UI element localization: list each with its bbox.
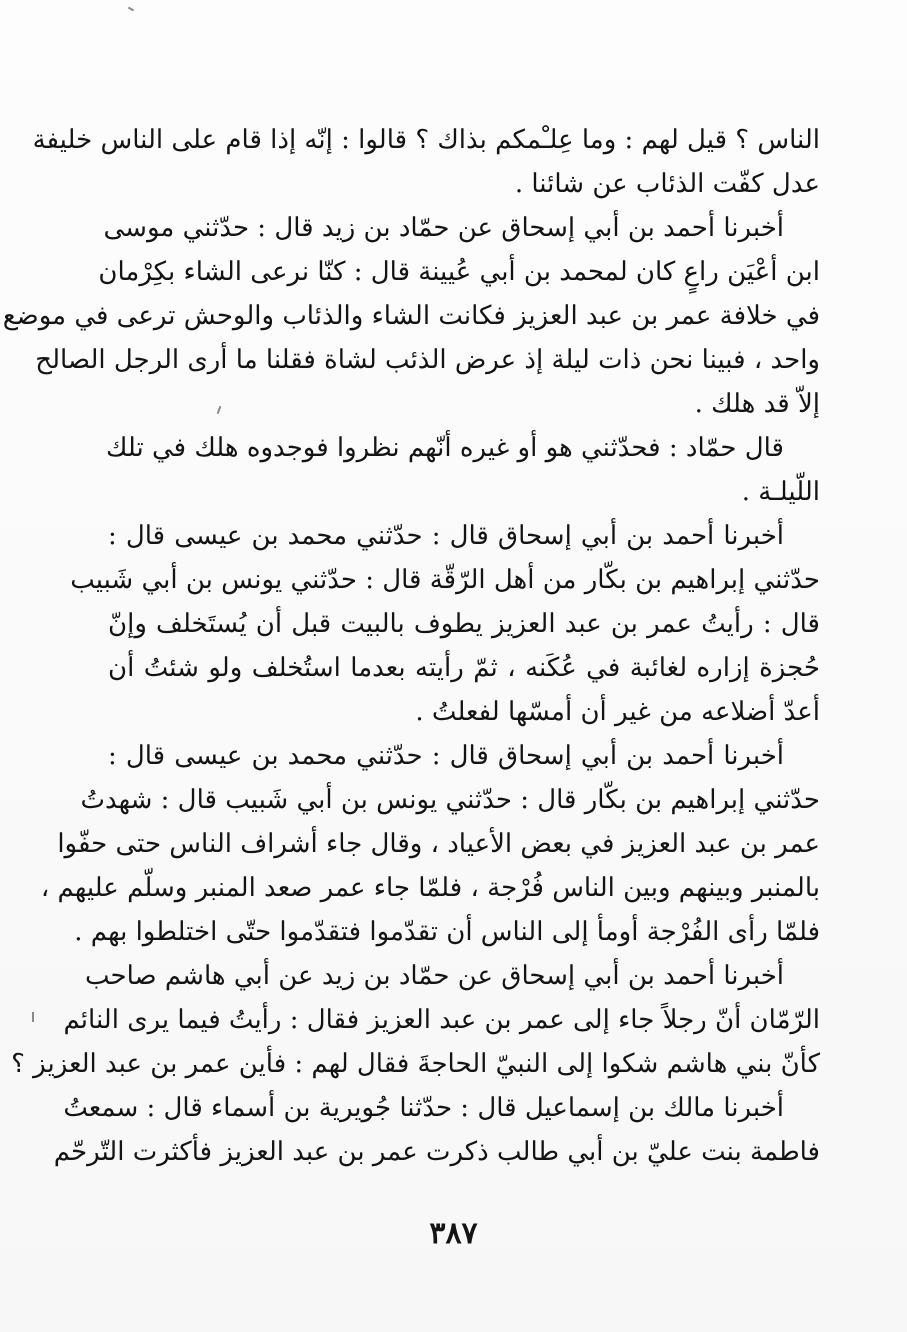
text-line: كأنّ بني هاشم شكوا إلى النبيّ الحاجةَ فقال لهم : فأين عمر بن عبد العزيز ؟ bbox=[11, 1049, 820, 1079]
text-line: ابن أعْيَن راعٍ كان لمحمد بن أبي عُيينة قال : كنّا نرعى الشاء بكِرْمان bbox=[98, 257, 820, 287]
text-line: أخبرنا أحمد بن أبي إسحاق قال : حدّثني محمد بن عيسى قال : bbox=[108, 521, 784, 551]
body-text bbox=[2, 118, 820, 1174]
text-line: عمر بن عبد العزيز في بعض الأعياد ، وقال جاء أشراف الناس حتى حفّوا bbox=[57, 829, 820, 859]
text-line: إلاّ قد هلك . bbox=[694, 389, 820, 419]
page-number: ٣٨٧ bbox=[429, 1216, 478, 1251]
text-line: عدل كفّت الذئاب عن شائنا . bbox=[514, 169, 820, 199]
text-line: حُجزة إزاره لغائبة في عُكَنه ، ثمّ رأيته بعدما استُخلف ولو شئتُ أن bbox=[108, 653, 820, 683]
text-line: قال حمّاد : فحدّثني هو أو غيره أنّهم نظروا فوجدوه هلك في تلك bbox=[105, 433, 784, 463]
text-line: في خلافة عمر بن عبد العزيز فكانت الشاء والذئاب والوحش ترعى في موضع bbox=[2, 301, 820, 331]
text-line: أخبرنا أحمد بن أبي إسحاق عن حمّاد بن زيد قال : حدّثني موسى bbox=[103, 213, 784, 243]
text-line: أخبرنا أحمد بن أبي إسحاق قال : حدّثني محمد بن عيسى قال : bbox=[108, 741, 784, 771]
text-line: بالمنبر وبينهم وبين الناس فُرْجة ، فلمّا جاء عمر صعد المنبر وسلّم عليهم ، bbox=[40, 873, 820, 903]
scan-speck bbox=[128, 7, 134, 12]
text-line: قال : رأيتُ عمر بن عبد العزيز يطوف بالبيت قبل أن يُستَخلف وإنّ bbox=[108, 609, 820, 639]
text-line: حدّثني إبراهيم بن بكّار من أهل الرّقّة قال : حدّثني يونس بن أبي شَبيب bbox=[70, 565, 820, 595]
scan-speck bbox=[32, 1012, 34, 1022]
text-line: اللّيلـة . bbox=[741, 477, 820, 507]
text-line: الرّمّان أنّ رجلاً جاء إلى عمر بن عبد العزيز فقال : رأيتُ فيما يرى النائم bbox=[63, 1005, 820, 1035]
text-line: الناس ؟ قيل لهم : وما عِلـْمكم بذاك ؟ قالوا : إنّه إذا قام على الناس خليفة bbox=[32, 125, 820, 155]
text-line: واحد ، فبينا نحن ذات ليلة إذ عرض الذئب لشاة فقلنا ما أرى الرجل الصالح bbox=[35, 345, 820, 375]
text-line: فلمّا رأى الفُرْجة أومأ إلى الناس أن تقدّموا فتقدّموا حتّى اختلطوا بهم . bbox=[74, 917, 820, 947]
text-line: أخبرنا أحمد بن أبي إسحاق عن حمّاد بن زيد عن أبي هاشم صاحب bbox=[85, 961, 784, 991]
text-line: أخبرنا مالك بن إسماعيل قال : حدّثنا جُويرية بن أسماء قال : سمعتُ bbox=[63, 1093, 784, 1123]
text-line: حدّثني إبراهيم بن بكّار قال : حدّثني يونس بن أبي شَبيب قال : شهدتُ bbox=[80, 785, 820, 815]
text-line: فاطمة بنت عليّ بن أبي طالب ذكرت عمر بن عبد العزيز فأكثرت التّرحّم bbox=[53, 1137, 820, 1167]
text-line: أعدّ أضلاعه من غير أن أمسّها لفعلتُ . bbox=[415, 697, 820, 727]
